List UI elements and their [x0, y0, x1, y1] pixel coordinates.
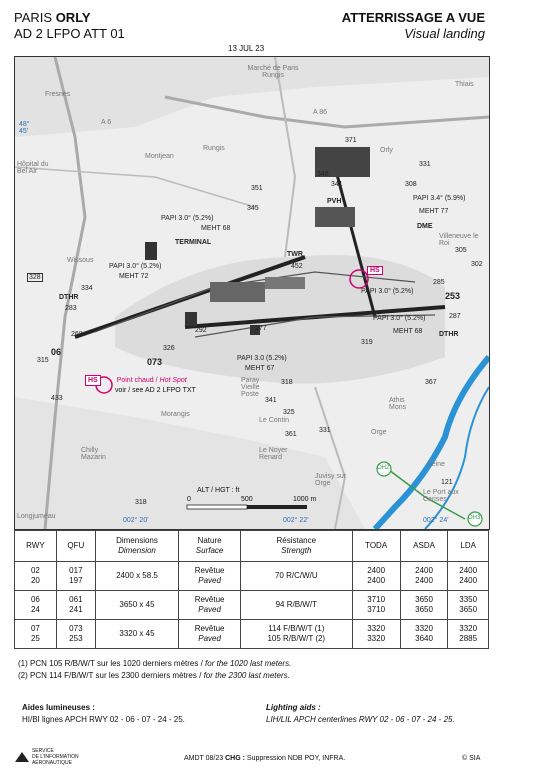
elevation-label: 318: [281, 379, 293, 386]
pvh-label: PVH: [327, 198, 342, 205]
place-label: Longjumeau: [17, 513, 56, 520]
qfu-label: 253: [445, 291, 461, 301]
meht-label: MEHT 68: [393, 328, 423, 335]
elevation-label: 334: [81, 285, 93, 292]
elevation-label: 305: [455, 247, 467, 254]
table-header-row: [15, 531, 489, 562]
elevation-label: 268: [71, 331, 83, 338]
amendment-line: [184, 755, 345, 762]
coordinate-label: 002° 22': [283, 517, 309, 524]
elevation-label: 351: [251, 185, 263, 192]
place-label: Orly: [380, 147, 393, 154]
table-row: 06 24 061 241 3650 x 45 Revêtue Paved 94 R/B/W/T 3710 3710 3650 3650 3350 3650: [15, 591, 489, 620]
meht-label: MEHT 77: [419, 208, 449, 215]
papi-label: PAPI 3.0° (5.2%): [161, 215, 214, 222]
lighting-aids-fr-text: HI/BI lignes APCH RWY 02 - 06 - 07 - 24 - 25.: [22, 715, 185, 724]
copyright: © SIA: [462, 755, 481, 762]
hotspot-legend: [85, 375, 196, 395]
elevation-label: 325: [283, 409, 295, 416]
runway-table: [14, 530, 489, 649]
chg-label: CHG :: [225, 755, 245, 762]
elevation-label: 348: [317, 171, 329, 178]
elevation-label: 308: [405, 181, 417, 188]
papi-label: PAPI 3.0° (5.2%): [373, 315, 426, 322]
elevation-label: 292: [195, 327, 207, 334]
note-2: (2) PCN 114 F/B/W/T sur les 2300 derniers mètres / for the 2300 last meters.: [18, 671, 290, 680]
place-label: Le Noyer Renard: [259, 447, 288, 461]
lighting-aids-fr-title: Aides lumineuses :: [22, 703, 95, 712]
col-strength: Résistance Strength: [241, 531, 352, 562]
sia-logo-icon: [14, 751, 30, 763]
org-line2: DE L'INFORMATION: [31, 754, 79, 760]
papi-label: PAPI 3.0° (5.2%): [109, 263, 162, 270]
airport-prefix: PARIS: [14, 10, 53, 25]
place-label: Hôpital du Bel Air: [17, 161, 49, 175]
place-label: Thiais: [455, 81, 474, 88]
reporting-point-label: OH2: [377, 465, 390, 471]
col-surface: Nature Surface: [179, 531, 241, 562]
meht-label: MEHT 68: [201, 225, 231, 232]
elevation-label: 318: [135, 499, 147, 506]
hotspot-legend-box: HS: [85, 375, 101, 386]
dthr-label: DTHR: [439, 331, 459, 338]
lighting-aids-en-title: Lighting aids :: [266, 703, 321, 712]
scale-ticks: [187, 496, 335, 506]
coordinate-label: 002° 20': [123, 517, 149, 524]
org-line1: SERVICE: [31, 748, 54, 754]
dthr-label: DTHR: [59, 294, 79, 301]
lighting-aids-en: [266, 702, 455, 726]
elevation-label: 121: [441, 479, 453, 486]
place-label: Athis Mons: [389, 397, 407, 411]
header-left: [14, 10, 125, 42]
elevation-label: 277: [255, 325, 267, 332]
qfu-label: 06: [51, 347, 62, 357]
elevation-label: 371: [345, 137, 357, 144]
place-label: Juvisy sur Orge: [315, 473, 347, 487]
elevation-label: 345: [247, 205, 259, 212]
elevation-label: 285: [433, 279, 445, 286]
place-label: Chilly Mazarin: [81, 447, 106, 461]
amdt: AMDT 08/23: [184, 755, 224, 762]
hotspot-legend-en: Hot Spot: [159, 377, 187, 384]
road-label: A 86: [313, 109, 328, 116]
aerodrome-map: [14, 56, 490, 530]
place-label: Villeneuve le Roi: [439, 233, 479, 247]
river-label: Seine: [427, 461, 445, 468]
elevation-label: 328: [29, 274, 41, 281]
place-label: Marché de Paris Rungis: [247, 65, 299, 79]
place-label: Rungis: [203, 145, 225, 152]
col-qfu: QFU: [56, 531, 95, 562]
elevation-label: 341: [265, 397, 277, 404]
hotspot-legend-fr: Point chaud /: [116, 377, 158, 384]
river-label: Orge: [371, 429, 387, 436]
scale-tick: 500: [241, 496, 253, 503]
terminal-label: TERMINAL: [175, 239, 212, 246]
chart-subtitle: Visual landing: [404, 26, 485, 41]
elevation-label: 319: [361, 339, 373, 346]
col-rwy: RWY: [15, 531, 57, 562]
scale-legend: [187, 487, 335, 506]
coordinate-label: 002° 24': [423, 517, 449, 524]
terminal-building: [210, 282, 265, 302]
scale-caption: ALT / HGT : ft: [197, 487, 240, 494]
scale-tick: 1000 m: [293, 496, 317, 503]
place-label: Montjean: [145, 153, 174, 160]
airport-name: ORLY: [55, 10, 91, 25]
place-label: Wissous: [67, 257, 94, 264]
elevation-label: 341: [331, 181, 343, 188]
elevation-label: 361: [285, 431, 297, 438]
chg-text: Suppression NDB POY, INFRA.: [246, 755, 346, 762]
col-lda: LDA: [448, 531, 489, 562]
twr-label: TWR: [287, 251, 303, 258]
org-line3: AÉRONAUTIQUE: [31, 760, 72, 766]
elevation-label: 283: [65, 305, 77, 312]
qfu-label: 073: [147, 357, 163, 367]
scale-tick: 0: [187, 496, 191, 503]
lighting-aids-en-text: LIH/LIL APCH centerlines RWY 02 - 06 - 07 - 24 - 25.: [266, 715, 455, 724]
place-label: Fresnes: [45, 91, 71, 98]
papi-label: PAPI 3.4° (5.9%): [413, 195, 466, 202]
place-label: Paray Vieille Poste: [241, 377, 260, 398]
elevation-label: 433: [51, 395, 63, 402]
table-row: 02 20 017 197 2400 x 58.5 Revêtue Paved 70 R/C/W/U 2400 2400 2400 2400 2400 2400: [15, 562, 489, 591]
hotspot-legend-ref: voir / see AD 2 LFPO TXT: [115, 387, 196, 394]
header-right: [342, 10, 485, 42]
chart-title: ATTERRISSAGE A VUE: [341, 10, 485, 25]
reporting-point-label: OH3: [468, 515, 481, 521]
elevation-label: 315: [37, 357, 49, 364]
col-asda: ASDA: [400, 531, 448, 562]
meht-label: MEHT 67: [245, 365, 275, 372]
table-row: 07 25 073 253 3320 x 45 Revêtue Paved 114 F/B/W/T (1) 105 R/B/W/T (2) 3320 3320 3320 3640 3320 2885: [15, 620, 489, 649]
lighting-aids-fr: [22, 702, 185, 726]
pcn-notes: [18, 658, 291, 682]
elevation-label: 331: [419, 161, 431, 168]
col-dimensions: Dimensions Dimension: [95, 531, 178, 562]
building: [185, 312, 197, 326]
col-toda: TODA: [352, 531, 400, 562]
elevation-label: 287: [449, 313, 461, 320]
coordinate-label: 48° 45': [19, 121, 30, 135]
note-1: (1) PCN 105 R/B/W/T sur les 1020 derniers mètres / for the 1020 last meters.: [18, 659, 292, 668]
place-label: Morangis: [161, 411, 190, 418]
place-label: Le Contin: [259, 417, 289, 424]
elevation-label: 326: [163, 345, 175, 352]
terminal-building: [265, 277, 305, 289]
road-label: A 6: [101, 119, 112, 126]
place-label: Le Port aux Cerises: [423, 489, 459, 503]
chart-ref: AD 2 LFPO ATT 01: [14, 26, 125, 41]
elevation-label: 302: [471, 261, 483, 268]
sia-logo: [14, 748, 79, 766]
hotspot-badge: HS: [367, 266, 383, 275]
elevation-label: 452: [291, 263, 303, 270]
papi-label: PAPI 3.0° (5.2%): [361, 288, 414, 295]
dme-label: DME: [417, 223, 433, 230]
elevation-label: 367: [425, 379, 437, 386]
building: [145, 242, 157, 260]
chart-date: 13 JUL 23: [228, 44, 265, 53]
building-cluster: [315, 207, 355, 227]
papi-label: PAPI 3.0 (5.2%): [237, 355, 287, 362]
elevation-label: 331: [319, 427, 331, 434]
meht-label: MEHT 72: [119, 273, 149, 280]
